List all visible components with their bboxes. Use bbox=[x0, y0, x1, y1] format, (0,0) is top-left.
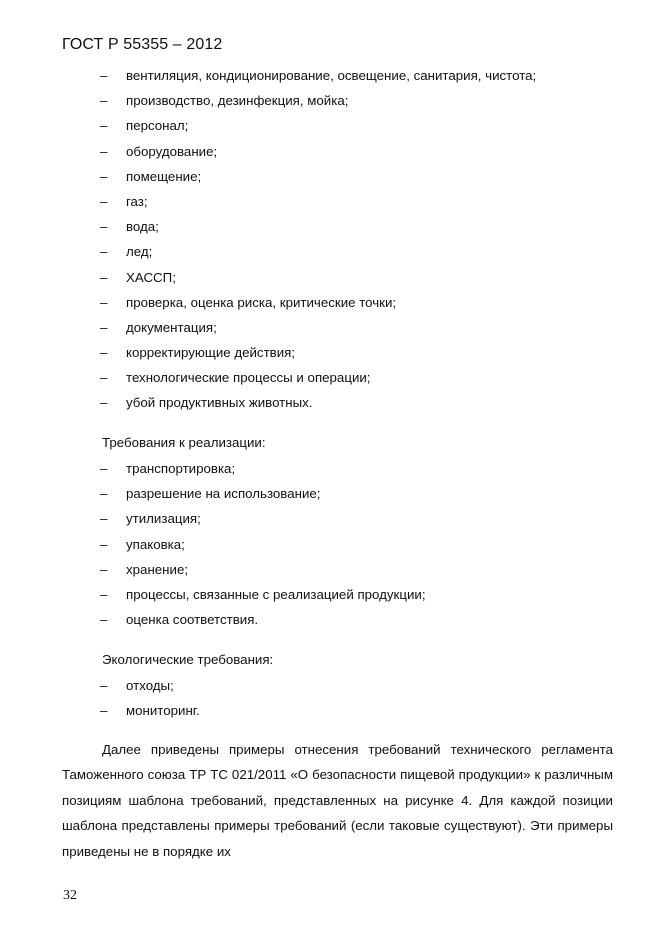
list-dash: – bbox=[100, 486, 108, 502]
list-item-label: документация; bbox=[126, 319, 217, 335]
list-item bbox=[100, 290, 620, 315]
list-dash: – bbox=[100, 143, 108, 159]
list-item bbox=[100, 532, 620, 557]
list-dash: – bbox=[100, 118, 108, 134]
list-item-label: отходы; bbox=[126, 678, 174, 693]
list-dash: – bbox=[100, 370, 108, 386]
list-item-label: вентиляция, кондиционирование, освещение, санитария, чистота; bbox=[126, 68, 537, 83]
list-dash: – bbox=[100, 68, 108, 83]
list-dash: – bbox=[100, 244, 108, 260]
list-item bbox=[100, 88, 620, 113]
list-dash: – bbox=[100, 561, 108, 577]
realization-heading: Требования к реализации: bbox=[102, 435, 266, 450]
list-item-label: упаковка; bbox=[126, 536, 185, 552]
list-item bbox=[100, 164, 620, 189]
list-item-label: технологические процессы и операции; bbox=[126, 370, 371, 386]
general-requirements-list bbox=[100, 63, 620, 416]
list-item bbox=[100, 481, 620, 506]
list-item bbox=[100, 139, 620, 164]
list-item-label: хранение; bbox=[126, 561, 189, 577]
list-item bbox=[100, 265, 620, 290]
ecology-heading: Экологические требования: bbox=[102, 652, 274, 667]
body-paragraph: Далее приведены примеры отнесения требований технического регламента Таможенного союза ТР ТС 021/2011 «О безопасности пищевой продукции» к различным позициям шаблона требований, представленных на рисунке 4. Для каждой позиции шаблона представлены примеры требований (если таковые существуют). Эти примеры приведены не в порядке их bbox=[62, 742, 613, 859]
list-item-label: транспортировка; bbox=[126, 461, 236, 476]
list-dash: – bbox=[100, 319, 108, 335]
list-item bbox=[100, 365, 620, 390]
ecology-requirements-list bbox=[100, 673, 620, 723]
list-item bbox=[100, 214, 620, 239]
list-item bbox=[100, 506, 620, 531]
list-item-label: корректирующие действия; bbox=[126, 345, 296, 361]
list-item-label: оценка соответствия. bbox=[126, 612, 259, 628]
list-dash: – bbox=[100, 536, 108, 552]
list-item bbox=[100, 582, 620, 607]
list-item bbox=[100, 456, 620, 481]
list-item bbox=[100, 189, 620, 214]
list-item bbox=[100, 557, 620, 582]
list-item-label: проверка, оценка риска, критические точки; bbox=[126, 294, 397, 310]
list-item-label: помещение; bbox=[126, 168, 202, 184]
list-item-label: вода; bbox=[126, 219, 159, 235]
list-item-label: убой продуктивных животных. bbox=[126, 395, 313, 411]
list-dash: – bbox=[100, 269, 108, 285]
list-dash: – bbox=[100, 586, 108, 602]
list-dash: – bbox=[100, 193, 108, 209]
list-item bbox=[100, 340, 620, 365]
list-item bbox=[100, 315, 620, 340]
list-item bbox=[100, 698, 620, 723]
page-number: 32 bbox=[63, 888, 77, 903]
list-item bbox=[100, 63, 620, 88]
list-dash: – bbox=[100, 678, 108, 693]
list-dash: – bbox=[100, 703, 108, 719]
document-header: ГОСТ Р 55355 – 2012 bbox=[62, 36, 223, 53]
list-item-label: процессы, связанные с реализацией продукции; bbox=[126, 586, 426, 602]
list-item bbox=[100, 113, 620, 138]
list-item-label: персонал; bbox=[126, 118, 189, 134]
list-item-label: газ; bbox=[126, 193, 148, 209]
list-dash: – bbox=[100, 294, 108, 310]
list-item-label: мониторинг. bbox=[126, 703, 200, 719]
list-dash: – bbox=[100, 345, 108, 361]
list-dash: – bbox=[100, 168, 108, 184]
list-item-label: лед; bbox=[126, 244, 153, 260]
list-item-label: оборудование; bbox=[126, 143, 218, 159]
list-item bbox=[100, 673, 620, 698]
list-dash: – bbox=[100, 219, 108, 235]
list-item-label: ХАССП; bbox=[126, 269, 176, 285]
list-dash: – bbox=[100, 511, 108, 527]
list-dash: – bbox=[100, 93, 108, 109]
list-item-label: разрешение на использование; bbox=[126, 486, 321, 502]
list-dash: – bbox=[100, 612, 108, 628]
realization-requirements-list bbox=[100, 456, 620, 632]
list-item bbox=[100, 390, 620, 415]
list-item-label: производство, дезинфекция, мойка; bbox=[126, 93, 349, 109]
list-item bbox=[100, 239, 620, 264]
list-dash: – bbox=[100, 395, 108, 411]
list-item bbox=[100, 607, 620, 632]
list-dash: – bbox=[100, 461, 108, 476]
list-item-label: утилизация; bbox=[126, 511, 201, 527]
